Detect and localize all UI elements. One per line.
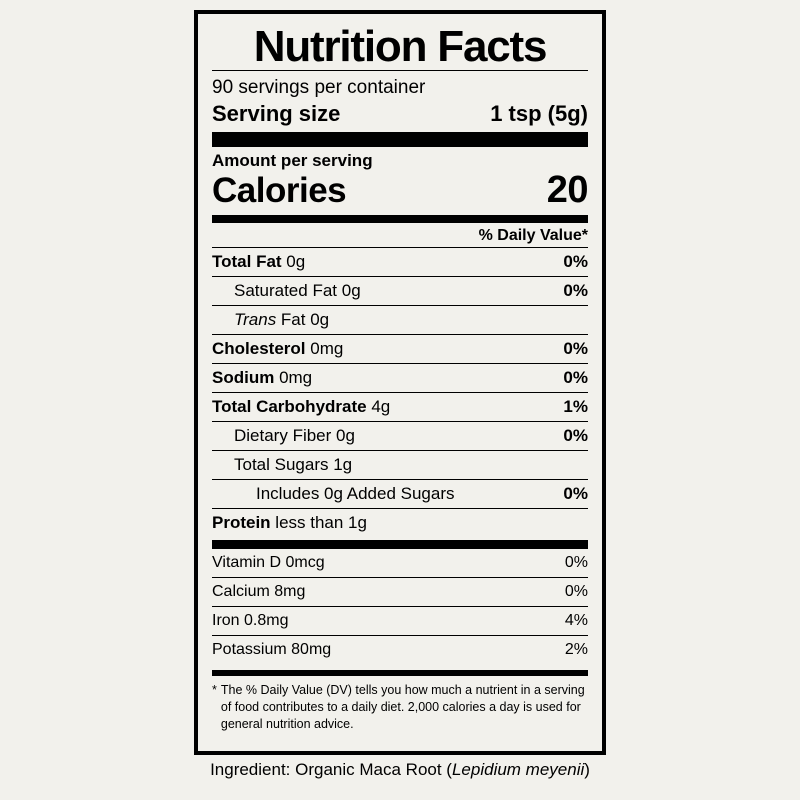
daily-value-header: % Daily Value* <box>478 227 588 245</box>
nutrient-row <box>212 450 588 479</box>
nutrient-row <box>212 305 588 334</box>
nutrient-daily-value: 0% <box>563 339 588 359</box>
vitamin-row <box>212 635 588 664</box>
footnote <box>212 670 588 733</box>
vitamin-name: Potassium 80mg <box>212 641 332 659</box>
nutrient-amount: 1g <box>328 455 353 475</box>
nutrient-amount: 0g <box>281 252 306 272</box>
divider-thick-top <box>212 132 588 147</box>
nutrient-row <box>212 276 588 305</box>
nutrition-facts-panel <box>194 10 606 755</box>
nutrient-list <box>212 247 588 537</box>
nutrient-daily-value: 0% <box>563 368 588 388</box>
servings-per-container: 90 servings per container <box>212 77 426 99</box>
nutrient-amount: 4g <box>366 397 391 417</box>
divider-under-protein <box>212 540 588 548</box>
nutrient-name: Total Fat 0g <box>212 252 306 272</box>
footnote-text: The % Daily Value (DV) tells you how much a nutrient in a serving of food contributes to a daily diet. 2,000 calories a day is used for general nutrition advice. <box>220 683 585 731</box>
nutrient-row <box>212 363 588 392</box>
nutrient-amount: 0mg <box>305 339 344 359</box>
vitamin-daily-value: 0% <box>564 583 588 601</box>
ingredient-suffix: ) <box>584 760 590 779</box>
serving-size-label: Serving size <box>212 101 341 127</box>
vitamin-name: Iron 0.8mg <box>212 612 289 630</box>
nutrient-row <box>212 334 588 363</box>
nutrient-name: Protein less than 1g <box>212 513 367 533</box>
nutrient-row <box>212 247 588 276</box>
divider-under-calories <box>212 215 588 223</box>
serving-size-value: 1 tsp (5g) <box>490 101 588 127</box>
amount-per-serving-label: Amount per serving <box>212 151 373 171</box>
nutrient-amount: less than 1g <box>270 513 367 533</box>
ingredient-prefix: Ingredient: Organic Maca Root ( <box>210 760 452 779</box>
nutrient-amount: 0g <box>337 281 361 301</box>
nutrient-amount: 0mg <box>274 368 313 388</box>
vitamin-name: Calcium 8mg <box>212 583 306 601</box>
nutrient-row <box>212 421 588 450</box>
vitamin-list <box>212 548 588 664</box>
nutrient-row <box>212 392 588 421</box>
nutrient-amount: 0g <box>331 426 355 446</box>
nutrient-row <box>212 508 588 537</box>
vitamin-name: Vitamin D 0mcg <box>212 554 325 572</box>
ingredient-statement <box>0 760 800 780</box>
nutrient-daily-value: 1% <box>563 397 588 417</box>
vitamin-daily-value: 4% <box>564 612 588 630</box>
vitamin-row <box>212 548 588 577</box>
nutrient-daily-value: 0% <box>563 426 588 446</box>
vitamin-daily-value: 2% <box>564 641 588 659</box>
vitamin-row <box>212 577 588 606</box>
nutrient-daily-value: 0% <box>563 281 588 301</box>
nutrient-name: Total Carbohydrate 4g <box>212 397 391 417</box>
nutrient-name: Sodium 0mg <box>212 368 313 388</box>
nutrient-amount: Fat 0g <box>276 310 330 330</box>
nutrient-amount: 0g Added Sugars <box>319 484 455 504</box>
calories-label: Calories <box>212 171 347 211</box>
nutrient-name: Dietary Fiber 0g <box>234 426 355 446</box>
ingredient-scientific-name: Lepidium meyenii <box>451 760 585 779</box>
page-title: Nutrition Facts <box>253 22 547 71</box>
vitamin-row <box>212 606 588 635</box>
nutrient-name: Total Sugars 1g <box>234 455 353 475</box>
nutrient-name: Trans Fat 0g <box>234 310 330 330</box>
calories-value: 20 <box>546 169 588 212</box>
nutrient-row <box>212 479 588 508</box>
nutrient-name: Saturated Fat 0g <box>234 281 361 301</box>
serving-size-row <box>212 101 588 127</box>
vitamin-daily-value: 0% <box>564 554 588 572</box>
footnote-star: * <box>212 683 217 698</box>
nutrient-daily-value: 0% <box>563 484 588 504</box>
calories-row <box>212 169 588 212</box>
nutrient-name: Includes 0g Added Sugars <box>256 484 455 504</box>
nutrient-daily-value: 0% <box>563 252 588 272</box>
nutrient-name: Cholesterol 0mg <box>212 339 344 359</box>
